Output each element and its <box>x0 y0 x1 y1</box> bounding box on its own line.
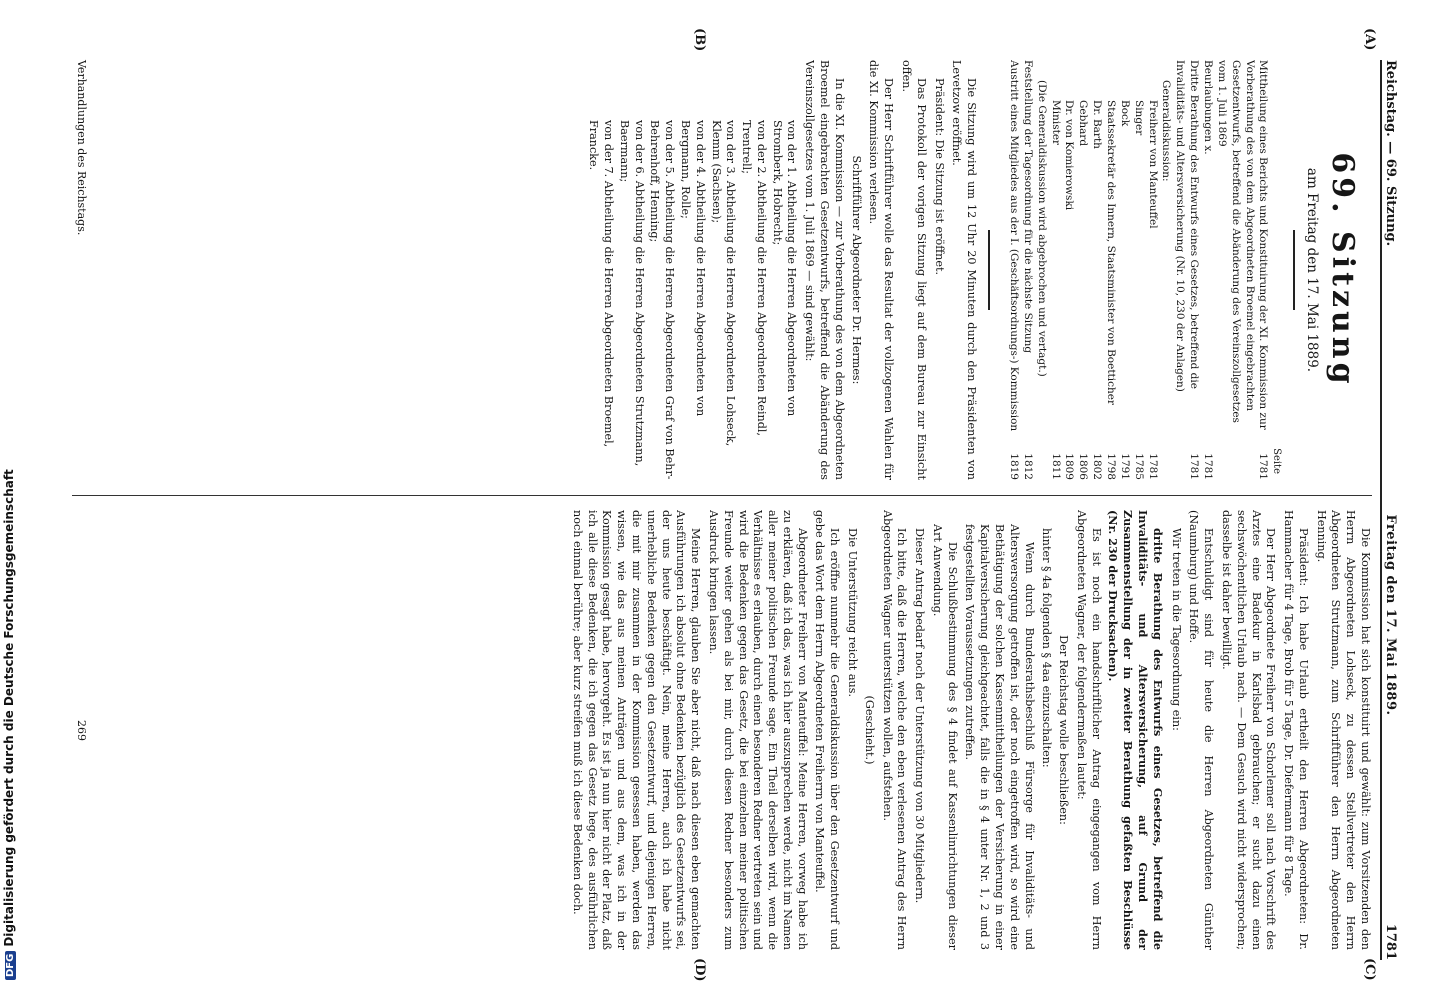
paragraph: Die Sitzung wird um 12 Uhr 20 Minuten durch den Präsidenten von Levetzow eröffnet. <box>950 60 979 480</box>
toc-speaker <box>1117 60 1131 480</box>
toc-entry-text: Beurlaubungen x. <box>1201 60 1214 155</box>
member-list-line: von der 3. Abtheilung die Herren Abgeordneten Lohseck, Klemm (Sachsen); <box>709 120 738 447</box>
session-date: am Freitag den 17. Mai 1889. <box>1304 167 1321 373</box>
toc-entry-page: 1781 <box>1201 453 1214 480</box>
member-list-line: von der 7. Abtheilung die Herren Abgeordneten Broemel, Francke. <box>587 120 616 448</box>
paragraph: Das Protokoll der vorigen Sitzung liegt auf dem Bureau zur Einsicht offen. <box>899 60 928 480</box>
toc-speaker-name: Dr. von Komierowski <box>1063 100 1076 211</box>
toc-speaker-page: 1802 <box>1091 453 1104 480</box>
toc-speaker-page: 1806 <box>1077 453 1090 480</box>
toc-speaker-name: Singer <box>1132 100 1145 136</box>
toc-speaker <box>1062 60 1076 480</box>
paragraph: Dieser Antrag bedarf noch der Unterstützung von 30 Mitgliedern. <box>913 528 927 904</box>
toc-speaker-name: Minister <box>1049 100 1062 146</box>
right-column <box>72 510 1372 950</box>
digitization-text: Digitalisierung gefördert durch die Deutsche Forschungsgemeinschaft <box>2 469 16 947</box>
paragraph: Ich eröffne nunmehr die Generaldiskussion über den Gesetzentwurf und gebe das Wort dem Herrn Abgeordneten Freiherrn von Manteuffel. <box>813 510 842 950</box>
toc-entry-page: 1812 <box>1021 453 1034 480</box>
header-center: Freitag den 17. Mai 1889. <box>1383 514 1399 716</box>
toc-speaker <box>1048 60 1062 480</box>
left-column <box>72 60 1372 480</box>
page-footer-left: Verhandlungen des Reichstags. <box>75 60 88 236</box>
member-list-line: von der 6. Abtheilung die Herren Abgeordneten Strutzmann, Baermann; <box>617 120 646 467</box>
paragraph: Entschuldigt sind für heute die Herren Abgeordneten Günther (Naumburg) und Hoffe. <box>1187 510 1216 950</box>
speech-paragraph: Abgeordneter Freiherr von Manteuffel: Meine Herren, vorweg habe ich zu erklären, daß ich das, was ich hier auszusprechen werde, nicht im Namen aller meiner politischen Freunde sage. Ein Theil derselben wird, wenn die Verhältnisse es erlauben, durch einen besonderen Redner vertreten sein und wird die Bedenken gegen das Gesetz, die bei einzelnen meiner politischen Freunde weiter gehen als bei mir, durch diesen Redner besonders zum Ausdruck bringen lassen. <box>706 510 809 950</box>
member-list-line: von der 2. Abtheilung die Herren Abgeordneten Reindl, Trentrell; <box>740 120 768 437</box>
page-header <box>1380 60 1404 960</box>
toc-entry-text: Feststellung der Tagesordnung für die nächste Sitzung <box>1021 60 1034 354</box>
toc-speaker-name: Freiherr von Manteuffel <box>1146 100 1159 229</box>
motion-heading: Der Reichstag wolle beschließen: <box>1057 635 1071 825</box>
margin-mark-d: (D) <box>692 958 707 982</box>
paragraph: Der Herr Abgeordnete Freiherr von Schorlemer soll nach Vorschrift des Arztes eine Badekur in Karlsbad gebrauchen; er sucht dazu einen sechswöchentlichen Urlaub nach. — Dem Gesuch wird nicht widersprochen; dasselbe ist daher bewilligt. <box>1219 510 1278 950</box>
toc-entry-page: 1781 <box>1188 453 1201 480</box>
paragraph: Ich bitte, daß die Herren, welche den eben verlesenen Antrag des Herrn Abgeordneten Wagner unterstützen wollen, aufstehen. <box>880 510 909 950</box>
toc-speaker-name: Dr. Barth <box>1091 100 1104 149</box>
toc-general-label-text: Generaldiskussion: <box>1160 80 1173 182</box>
toc-general-label <box>1159 60 1173 480</box>
toc-entry-page: 1819 <box>1007 453 1020 480</box>
paragraph: Präsident: Die Sitzung ist eröffnet. <box>932 78 946 276</box>
paragraph: Es ist noch ein handschriftlicher Antrag eingegangen vom Herrn Abgeordneten Wagner, der folgendermaßen lautet: <box>1074 510 1103 950</box>
toc-entry <box>1200 60 1214 480</box>
toc-entry <box>1006 60 1020 480</box>
toc-entry-text: Mittheilung eines Berichts und Konstituirung der XI. Kommission zur Vorberathung des von dem Abgeordneten Broemel eingebrachten Gesetzentwurfs, betreffend die Abänderung des Vereinszollgesetzes vom 1. Juli 1869 <box>1215 60 1270 430</box>
toc-speaker-page: 1781 <box>1146 453 1159 480</box>
toc-page-label: Seite <box>1270 448 1282 474</box>
toc-speaker-page: 1809 <box>1063 453 1076 480</box>
member-list-line: von der 5. Abtheilung die Herren Abgeordneten Graf von Behr-Behrenhoff, Henning; <box>648 120 677 480</box>
motion-text: Wenn durch Bundesrathsbeschluß Fürsorge für Invaliditäts- und Altersversorgung getroffen ist, oder noch eingetroffen wird, so wird eine Bethätigung der solchen Kassenmittheilungen der Versicherung in einer Kapitalversicherung gleichgeachtet, falls die in § 4 unter Nr. 1, 2 und 3 festgestellten Voraussetzungen zutreffen. <box>963 524 1036 950</box>
toc-speaker-page: 1785 <box>1132 453 1145 480</box>
toc-entry <box>1172 60 1200 480</box>
toc-speaker <box>1103 60 1117 480</box>
toc-speaker <box>1089 60 1103 480</box>
toc-speaker-name: Bock <box>1118 100 1131 127</box>
toc-entry-text: Dritte Berathung des Entwurfs eines Gesetzes, betreffend die Invaliditäts- und Altersversicherung (Nr. 10, 230 der Anlagen) <box>1174 60 1201 392</box>
toc-entry <box>1020 60 1034 480</box>
digitization-credit <box>2 0 16 980</box>
toc-entry-text: Austritt eines Mitgliedes aus der I. (Geschäftsordnungs-) Kommission <box>1007 60 1020 432</box>
page-footer-right: 269 <box>75 720 88 741</box>
toc-entry-page <box>1034 444 1048 480</box>
margin-mark-b: (B) <box>692 28 707 52</box>
document-page <box>40 0 1408 1000</box>
paragraph: Die Kommission hat sich konstituirt und gewählt: zum Vorsitzenden den Herrn Abgeordneten Lohseck, zu dessen Stellvertreter den Herrn Abgeordneten Strutzmann, zum Schriftführer den Herrn Abgeordneten Henning. <box>1314 510 1372 950</box>
session-title: 69. Sitzung <box>1325 152 1360 388</box>
toc-entry-page: 1781 <box>1257 453 1270 480</box>
toc-entry <box>1034 60 1048 480</box>
page-number: 1781 <box>1383 923 1399 960</box>
motion-text: Die Schlußbestimmung des § 4 findet auf Kassenlinrichtungen dieser Art Anwendung. <box>930 524 959 950</box>
toc-speaker <box>1131 60 1145 480</box>
toc-speaker-page: 1811 <box>1049 453 1062 480</box>
toc-speaker-name: Staatssekretär des Innern, Staatsminister von Boetticher <box>1104 100 1117 406</box>
toc-speaker-page: 1791 <box>1118 453 1131 480</box>
paragraph: In die XI. Kommission — zur Vorberathung des von dem Abgeordneten Broemel eingebrachten Gesetzentwurfs, betreffend die Abänderung des Vereinszollgesetzes vom 1. Juli 1869 — sind gewählt: <box>803 60 846 480</box>
procedural-note: (Geschieht.) <box>862 695 876 765</box>
divider-rule <box>988 230 990 310</box>
margin-mark-c: (C) <box>1362 958 1377 981</box>
agenda-item: dritte Berathung des Entwurfs eines Gesetzes, betreffend die Invaliditäts- und Altersversicherung, auf Grund der Zusammenstellung der in zweiter Berathung gefaßten Beschlüsse (Nr. 230 der Drucksachen). <box>1106 510 1165 950</box>
speaker-heading: Schriftführer Abgeordneter Dr. Hermes: <box>849 155 863 385</box>
column-divider <box>72 495 1372 496</box>
paragraph: Der Herr Schriftführer wolle das Resultat der vollzogenen Wahlen für die XI. Kommission verlesen. <box>867 60 896 480</box>
toc-speaker <box>1145 60 1159 480</box>
margin-mark-a: (A) <box>1362 28 1377 51</box>
speech-paragraph: Meine Herren, glauben Sie aber nicht, daß nach diesen eben gemachten Ausführungen ich absolut ohne Bedenken bezüglich des Gesetzentwurfs sei, der uns heute beschäftigt. Nein, meine Herren, auch ich habe nicht unerhebliche Bedenken gegen den Gesetzentwurf, und diejenigen Herren, die mit mir zusammen in der Kommission gesessen haben, werden das wissen, wie das aus meinen Anträgen und aus dem, was ich in der Kommission gesagt habe, hervorgeht. Es ist ja nun hier nicht der Platz, daß ich alle diese Bedenken, die ich gegen das Gesetz hege, des ausführlichen noch einmal berühre; aber kurz streifen muß ich diese Bedenken doch. <box>570 510 703 950</box>
paragraph: Präsident: Ich habe Urlaub ertheilt den Herren Abgeordneten: Dr. Hammacher für 4 Tage, Brob für 5 Tage, Dr. Diefermann für 8 Tage. <box>1282 510 1310 950</box>
divider-rule <box>1293 230 1295 310</box>
digitization-strip <box>0 0 22 1000</box>
toc-speaker-page: 1798 <box>1104 453 1117 480</box>
member-list-line: von der 1. Abtheilung die Herren Abgeordneten von Stromberk, Hobrecht; <box>770 120 799 417</box>
header-left: Reichstag. — 69. Sitzung. <box>1383 60 1399 247</box>
toc-entry <box>1214 60 1269 480</box>
member-list-line: von der 4. Abtheilung die Herren Abgeordneten von Bergmann, Rolle; <box>679 120 707 417</box>
paragraph: Wir treten in die Tagesordnung ein: <box>1169 528 1183 731</box>
toc-speaker-name: Gebhard <box>1077 100 1090 147</box>
toc-entry-text: (Die Generaldiskussion wird abgebrochen und vertagt.) <box>1035 80 1048 377</box>
toc-speaker <box>1075 60 1089 480</box>
dfg-logo: DFG <box>5 951 16 980</box>
paragraph: Die Unterstützung reicht aus. <box>846 528 859 698</box>
paragraph: hinter § 4a folgenden § 4aa einzuschalten: <box>1040 528 1054 768</box>
